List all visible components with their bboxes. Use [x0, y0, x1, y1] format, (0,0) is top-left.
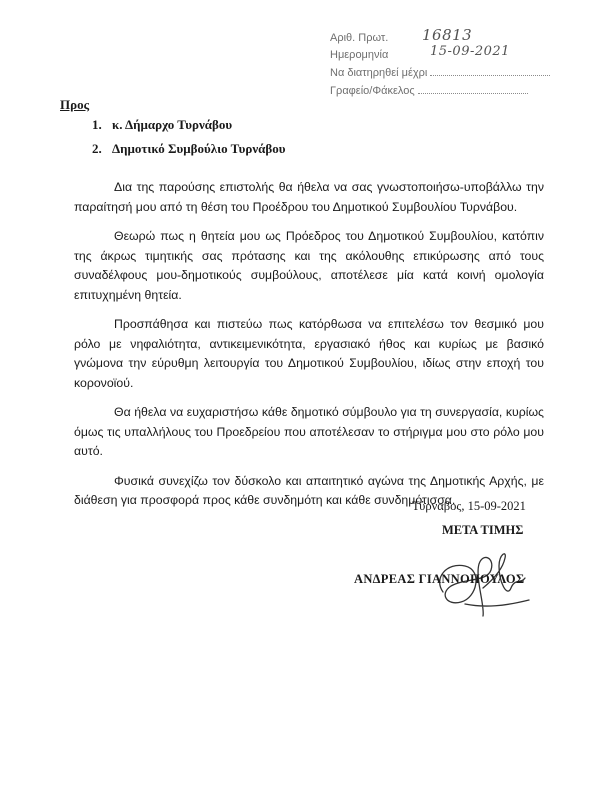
recipients-list	[92, 113, 286, 161]
body-paragraph: Δια της παρούσης επιστολής θα ήθελα να σας γνωστοποιήσω-υποβάλλω την παραίτησή μου από τη θέση του Προέδρου του Δημοτικού Συμβουλίου Τυρνάβου.	[74, 180, 544, 214]
date-label: Ημερομηνία	[330, 49, 389, 61]
office-row	[330, 84, 528, 97]
place-and-date: Τύρναβος, 15-09-2021	[412, 499, 526, 513]
closing-greeting: ΜΕΤΑ ΤΙΜΗΣ	[442, 523, 524, 537]
body-paragraph: Θεωρώ πως η θητεία μου ως Πρόεδρος του Δημοτικού Συμβουλίου, κατόπιν της άκρως τιμητικής σας πρότασης και της ακόλουθης επικύρωσης από τους συναδέλφους μου-δημοτικούς συμβούλους, αποτέλεσε μία κατά κοινή ομολογία επιτυχημένη θητεία.	[74, 229, 544, 302]
letter-body	[74, 178, 544, 521]
protocol-number-row	[330, 26, 473, 44]
keep-until-label: Να διατηρηθεί μέχρι	[330, 67, 428, 79]
recipient-item	[92, 113, 286, 137]
date-value: 15-09-2021	[430, 44, 510, 59]
date-row	[330, 44, 510, 61]
body-paragraph: Θα ήθελα να ευχαριστήσω κάθε δημοτικό σύμβουλο για τη συνεργασία, κυρίως όμως τις υπαλλήλους του Προεδρείου που αποτέλεσαν το στήριγμα μου στο ρόλο μου αυτό.	[74, 405, 544, 458]
keep-until-row	[330, 66, 550, 79]
protocol-number-label: Αριθ. Πρωτ.	[330, 32, 389, 44]
recipient-name: κ. Δήμαρχο Τυρνάβου	[112, 117, 233, 132]
protocol-number-value: 16813	[422, 26, 473, 44]
body-paragraph: Φυσικά συνεχίζω τον δύσκολο και απαιτητικό αγώνα της Δημοτικής Αρχής, με διάθεση για προσφορά προς κάθε συνδημότη και κάθε συνδημότισσα.	[74, 473, 544, 507]
recipient-number: 1.	[92, 117, 102, 132]
keep-until-line	[430, 66, 550, 76]
recipients-heading: Προς	[60, 97, 90, 112]
body-paragraph: Προσπάθησα και πιστεύω πως κατόρθωσα να επιτελέσω τον θεσμικό μου ρόλο με νηφαλιότητα, αντικειμενικότητα, εργασιακό ήθος και κυρίως με βασικό γνώμονα την εύρυθμη λειτουργία του Δημοτικού Συμβουλίου, ιδίως στην εποχή του κορονοϊού.	[74, 317, 544, 390]
registry-stamp	[330, 28, 592, 114]
recipient-number: 2.	[92, 141, 102, 156]
recipient-name: Δημοτικό Συμβούλιο Τυρνάβου	[112, 141, 286, 156]
office-line	[418, 84, 528, 94]
recipient-item	[92, 137, 286, 161]
signatory-name: ΑΝΔΡΕΑΣ ΓΙΑΝΝΟΠΟΥΛΟΣ	[354, 572, 525, 586]
office-label: Γραφείο/Φάκελος	[330, 85, 415, 97]
